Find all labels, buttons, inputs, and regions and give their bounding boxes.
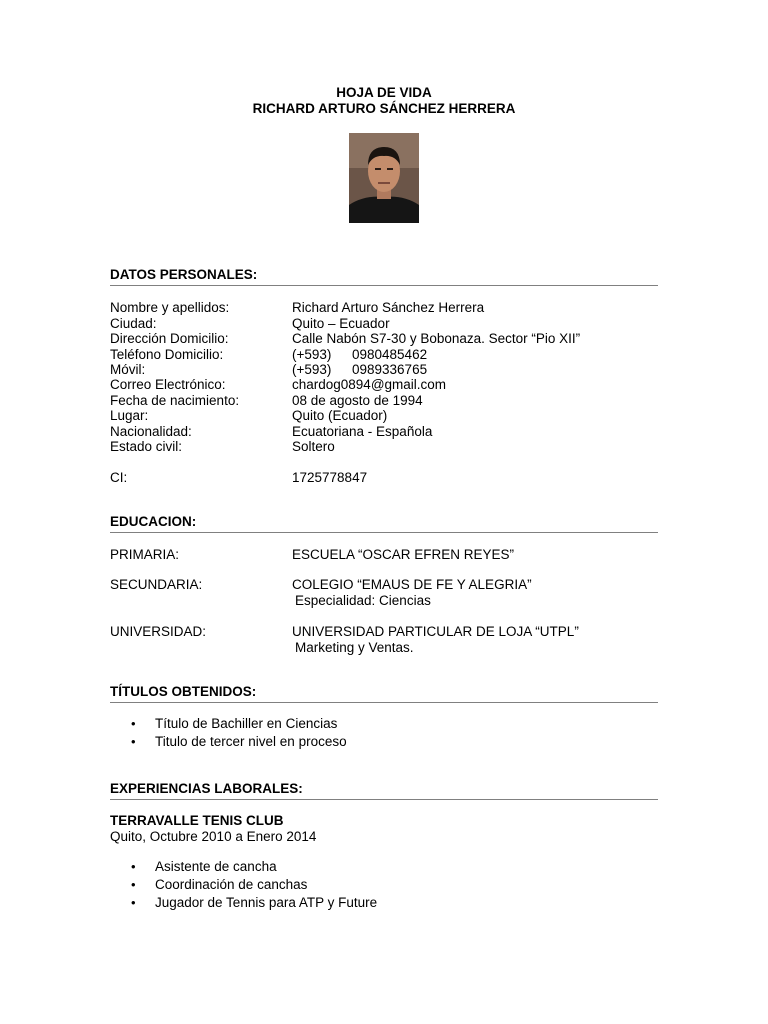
experience-list <box>110 858 658 912</box>
bullet-icon: • <box>131 877 136 892</box>
field-label: UNIVERSIDAD: <box>110 624 207 639</box>
field-value: 08 de agosto de 1994 <box>292 393 423 408</box>
field-value: Ecuatoriana - Española <box>292 424 433 439</box>
bullet-icon: • <box>131 734 136 749</box>
phone-number: 0989336765 <box>352 362 428 377</box>
field-value <box>292 362 427 378</box>
field-label: CI: <box>110 470 128 485</box>
personal-data-heading: DATOS PERSONALES: <box>110 267 658 286</box>
field-label: Móvil: <box>110 362 146 377</box>
field-value: Soltero <box>292 439 335 454</box>
list-item-text: Jugador de Tennis para ATP y Future <box>155 895 378 910</box>
field-value <box>292 347 427 363</box>
field-label: Teléfono Domicilio: <box>110 347 224 362</box>
personal-row-nationality <box>110 424 658 440</box>
personal-row-place <box>110 408 658 424</box>
phone-number: 0980485462 <box>352 347 428 362</box>
field-label: Nombre y apellidos: <box>110 300 230 315</box>
education-row-university-detail <box>110 640 658 656</box>
education-row-primary <box>110 547 658 563</box>
experience-heading: EXPERIENCIAS LABORALES: <box>110 781 658 800</box>
list-item-text: Asistente de cancha <box>155 859 277 874</box>
personal-row-home-phone <box>110 347 658 363</box>
field-value: 1725778847 <box>292 470 368 485</box>
list-item <box>110 894 658 912</box>
personal-row-mobile <box>110 362 658 378</box>
education-heading: EDUCACION: <box>110 514 658 533</box>
bullet-icon: • <box>131 895 136 910</box>
personal-row-email <box>110 377 658 393</box>
field-label: Fecha de nacimiento: <box>110 393 240 408</box>
education-row-secondary <box>110 577 658 593</box>
field-label: Lugar: <box>110 408 149 423</box>
field-detail: Marketing y Ventas. <box>295 640 414 655</box>
field-detail: Especialidad: Ciencias <box>295 593 431 608</box>
titles-heading: TÍTULOS OBTENIDOS: <box>110 684 658 703</box>
personal-row-city <box>110 316 658 332</box>
list-item <box>110 858 658 876</box>
employment-period: Quito, Octubre 2010 a Enero 2014 <box>110 829 317 844</box>
field-value: chardog0894@gmail.com <box>292 377 447 392</box>
field-value: Quito – Ecuador <box>292 316 390 331</box>
field-label: Dirección Domicilio: <box>110 331 229 346</box>
personal-row-name <box>110 300 658 316</box>
field-label: Estado civil: <box>110 439 183 454</box>
field-value: UNIVERSIDAD PARTICULAR DE LOJA “UTPL” <box>292 624 579 639</box>
person-name-heading: RICHARD ARTURO SÁNCHEZ HERRERA <box>252 101 516 116</box>
phone-prefix: (+593) <box>292 362 332 377</box>
list-item-text: Titulo de tercer nivel en proceso <box>155 734 347 749</box>
list-item-text: Título de Bachiller en Ciencias <box>155 716 338 731</box>
field-value: Quito (Ecuador) <box>292 408 388 423</box>
list-item-text: Coordinación de canchas <box>155 877 308 892</box>
document-title: HOJA DE VIDA <box>336 85 432 100</box>
list-item <box>110 715 658 733</box>
field-label: Nacionalidad: <box>110 424 192 439</box>
personal-row-civil-status <box>110 439 658 455</box>
field-value: Calle Nabón S7-30 y Bobonaza. Sector “Pio XII” <box>292 331 581 346</box>
education-row-secondary-detail <box>110 593 658 609</box>
personal-row-birthdate <box>110 393 658 409</box>
field-value: ESCUELA “OSCAR EFREN REYES” <box>292 547 515 562</box>
list-item <box>110 876 658 894</box>
field-label: PRIMARIA: <box>110 547 180 562</box>
personal-row-address <box>110 331 658 347</box>
titles-list <box>110 715 658 751</box>
bullet-icon: • <box>131 716 136 731</box>
personal-row-id <box>110 470 658 486</box>
phone-prefix: (+593) <box>292 347 332 362</box>
list-item <box>110 733 658 751</box>
field-value: Richard Arturo Sánchez Herrera <box>292 300 485 315</box>
field-label: Ciudad: <box>110 316 157 331</box>
field-label: SECUNDARIA: <box>110 577 203 592</box>
profile-photo <box>349 133 419 223</box>
field-label: Correo Electrónico: <box>110 377 226 392</box>
company-name: TERRAVALLE TENIS CLUB <box>110 813 284 828</box>
field-value: COLEGIO “EMAUS DE FE Y ALEGRIA” <box>292 577 532 592</box>
bullet-icon: • <box>131 859 136 874</box>
education-row-university <box>110 624 658 640</box>
